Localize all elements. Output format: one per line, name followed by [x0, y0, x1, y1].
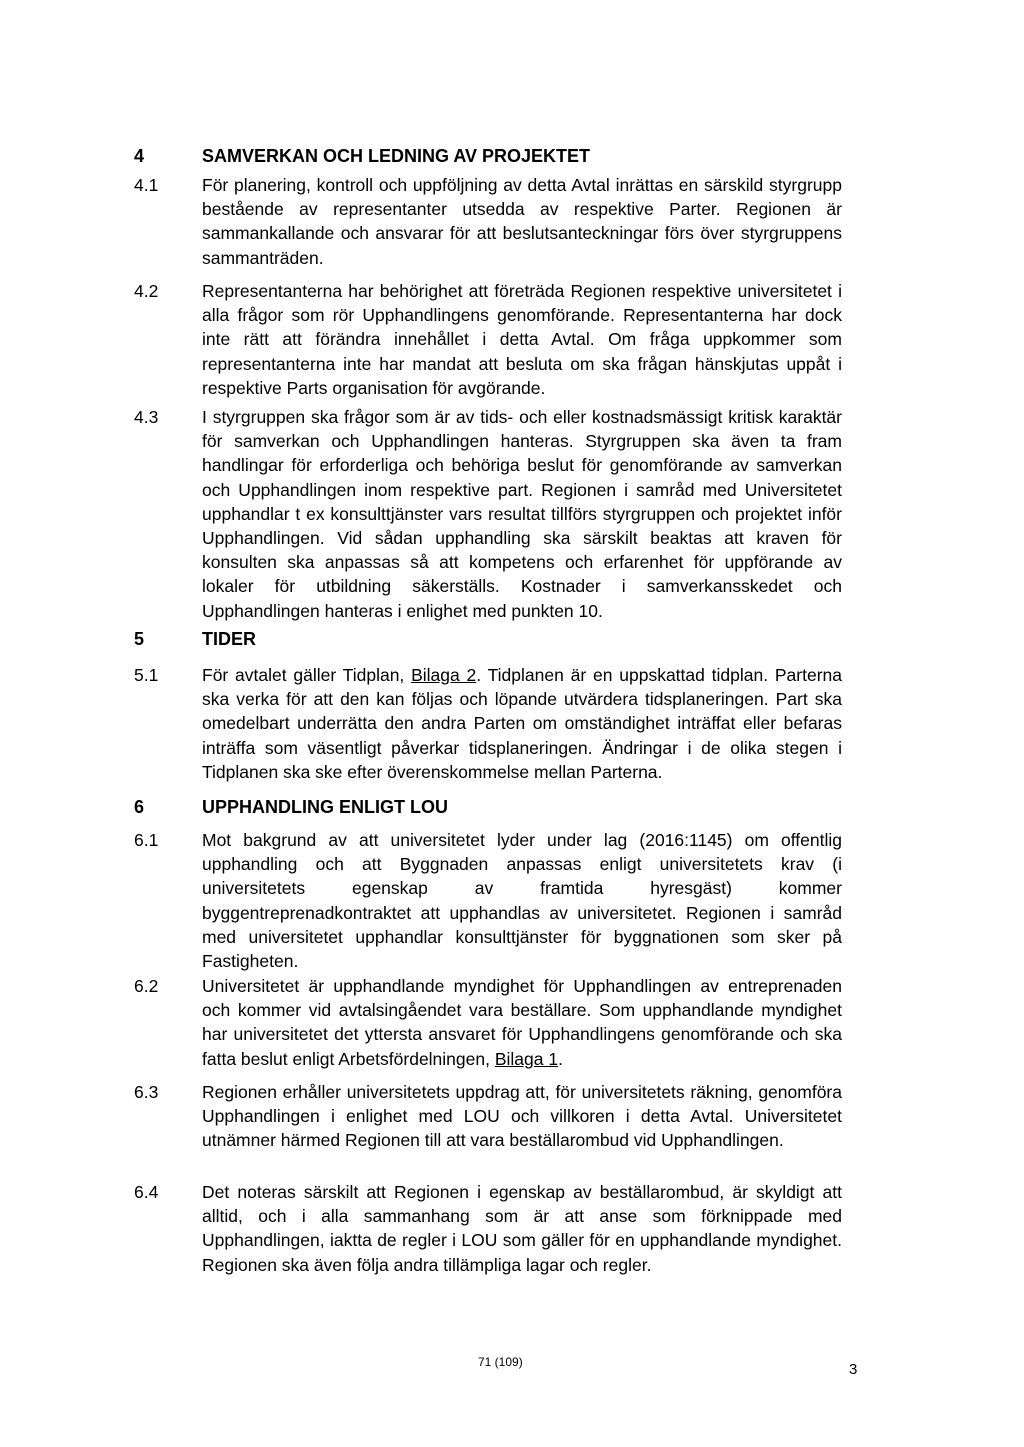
page-number: 71 (109) — [478, 1355, 523, 1369]
clause-number: 5.1 — [134, 665, 159, 685]
clause-text-start: Universitetet är upphandlande myndighet för Upphandlingen av entreprenaden och kommer vid avtalsingåendet vara beställare. Som upphandlande myndighet har universitetet det yttersta ansvaret för Upphandlingens genomförande och ska fatta beslut enligt Arbetsfördelningen, — [202, 976, 842, 1069]
clause-text — [202, 663, 842, 784]
section-title: TIDER — [202, 629, 256, 649]
corner-mark: 3 — [849, 1361, 858, 1378]
clause-text: Det noteras särskilt att Regionen i egenskap av beställarombud, är skyldigt att alltid, och i alla sammanhang som är att anse som förknippade med Upphandlingen, iaktta de regler i LOU som gäller för en upphandlande myndighet. Regionen ska även följa andra tillämpliga lagar och regler. — [202, 1182, 842, 1275]
clause-text: Mot bakgrund av att universitetet lyder under lag (2016:1145) om offentlig upphandling och att Byggnaden anpassas enligt universitetets krav (i universitetets egenskap av framtida hyresgäst) kommer byggentreprenadkontraktet att upphandlas av universitetet. Regionen i samråd med universitetet upphandlar konsulttjänster för byggnationen som sker på Fastigheten. — [202, 830, 842, 972]
section-number: 6 — [134, 797, 145, 817]
clause-number: 6.1 — [134, 830, 159, 850]
section-number: 4 — [134, 146, 145, 166]
section-title: SAMVERKAN OCH LEDNING AV PROJEKTET — [202, 146, 591, 166]
appendix-link-bilaga-1[interactable]: Bilaga 1 — [494, 1048, 559, 1069]
clause-text: Regionen erhåller universitetets uppdrag att, för universitetets räkning, genomföra Upphandlingen i enlighet med LOU och villkoren i detta Avtal. Universitetet utnämner härmed Regionen till att vara beställarombud vid Upphandlingen. — [202, 1082, 842, 1151]
clause-text: Representanterna har behörighet att företräda Regionen respektive universitetet i alla frågor som rör Upphandlingens genomförande. Representanterna har dock inte rätt att förändra innehållet i detta Avtal. Om fråga uppkommer som representanterna inte har mandat att besluta om ska frågan hänskjutas uppåt i respektive Parts organisation för avgörande. — [202, 281, 842, 398]
clause-text-start: För avtalet gäller Tidplan, — [202, 665, 412, 685]
clause-number: 4.1 — [134, 175, 159, 195]
clause-number: 4.2 — [134, 281, 159, 301]
clause-number: 6.4 — [134, 1182, 159, 1202]
clause-number: 4.3 — [134, 407, 159, 427]
clause-number: 6.2 — [134, 976, 159, 996]
clause-text: I styrgruppen ska frågor som är av tids- och eller kostnadsmässigt kritisk karaktär för samverkan och Upphandlingen hanteras. Styrgruppen ska även ta fram handlingar för erforderliga och behöriga beslut för genomförande av samverkan och Upphandlingen inom respektive part. Regionen i samråd med Universitetet upphandlar t ex konsulttjänster vars resultat tillförs styrgruppen och projektet inför Upphandlingen. Vid sådan upphandling ska särskilt beaktas att kraven för konsulten ska anpassas så att kompetens och erfarenhet för uppförande av lokaler för utbildning säkerställs. Kostnader i samverkansskedet och Upphandlingen hanteras i enlighet med punkten 10. — [202, 407, 842, 621]
clause-text — [202, 974, 842, 1071]
appendix-link-bilaga-2[interactable]: Bilaga 2 — [411, 665, 477, 685]
clause-text-end: . Tidplanen är en uppskattad tidplan. Parterna ska verka för att den kan följas och löpande utvärdera tidsplaneringen. Part ska omedelbart underrätta den andra Parten om omständighet inträffat eller befaras inträffa som väsentligt påverkar tidsplaneringen. Ändringar i de olika stegen i Tidplanen ska ske efter överenskommelse mellan Parterna. — [202, 665, 842, 782]
section-number: 5 — [134, 629, 145, 649]
clause-number: 6.3 — [134, 1082, 159, 1102]
clause-text-end: . — [558, 1048, 563, 1069]
section-title: UPPHANDLING ENLIGT LOU — [202, 797, 448, 817]
clause-text: För planering, kontroll och uppföljning av detta Avtal inrättas en särskild styrgrupp bestående av representanter utsedda av respektive Parter. Regionen är sammankallande och ansvarar för att beslutsanteckningar förs över styrgruppens sammanträden. — [202, 175, 842, 268]
